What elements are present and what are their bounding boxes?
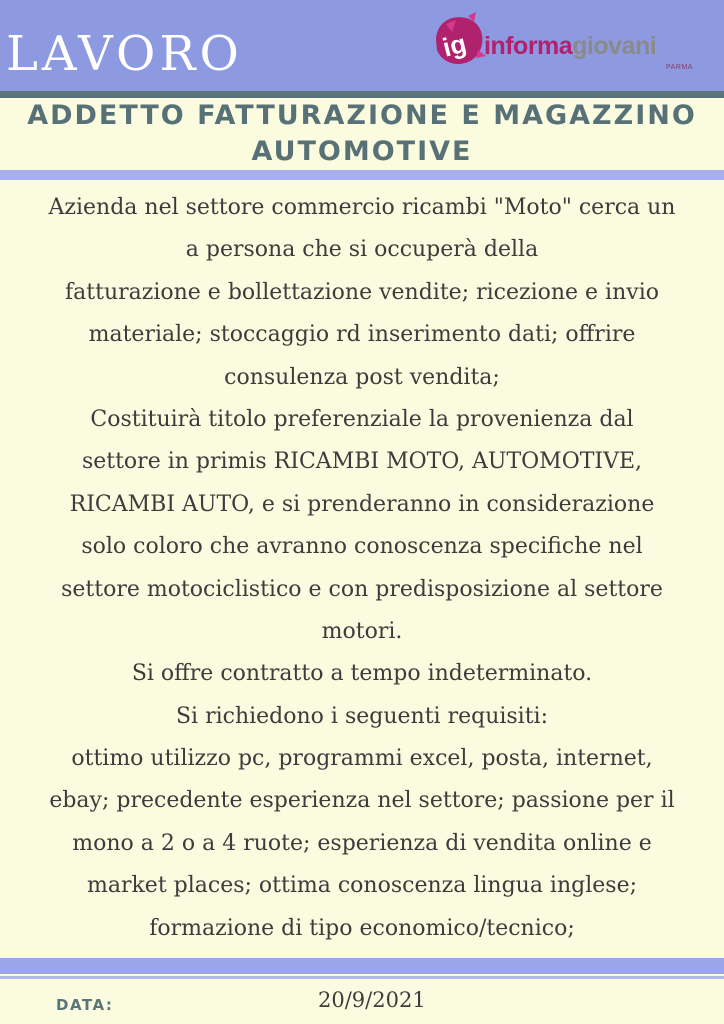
body-line: Si offre contratto a tempo indeterminato.: [131, 661, 593, 687]
logo-subtitle: PARMA: [666, 64, 693, 71]
body-line: mono a 2 o a 4 ruote; esperienza di vendita online e: [72, 830, 652, 856]
job-title-line-1: ADDETTO FATTURAZIONE E MAGAZZINO: [27, 100, 697, 131]
job-description: [0, 187, 724, 950]
date-label: DATA:: [56, 996, 114, 1014]
body-line: consulenza post vendita;: [224, 364, 500, 390]
body-line: Si richiedono i seguenti requisiti:: [175, 703, 549, 729]
body-line: settore in primis RICAMBI MOTO, AUTOMOTIVE,: [81, 449, 643, 475]
logo-mark-icon: [428, 10, 488, 72]
section-title: LAVORO: [6, 26, 243, 82]
informagiovani-logo: [428, 10, 718, 76]
body-line: a persona che si occuperà della: [185, 237, 539, 263]
job-title-line-2: AUTOMOTIVE: [251, 136, 473, 167]
body-line: fatturazione e bollettazione vendite; ricezione e invio: [65, 279, 659, 305]
body-line: ottimo utilizzo pc, programmi excel, posta, internet,: [71, 746, 653, 772]
body-line: motori.: [321, 618, 403, 644]
title-divider: [0, 170, 724, 180]
body-line: solo coloro che avranno conoscenza specifiche nel: [81, 534, 643, 560]
body-line: materiale; stoccaggio rd inserimento dati; offrire: [88, 322, 636, 348]
body-line: Costituirà titolo preferenziale la provenienza dal: [90, 406, 634, 432]
job-title: [0, 98, 724, 170]
body-line: RICAMBI AUTO, e si prenderanno in considerazione: [69, 491, 655, 517]
footer-divider-thin: [0, 976, 724, 979]
body-line: settore motociclistico e con predisposizione al settore: [61, 576, 663, 602]
footer-divider: [0, 958, 724, 974]
body-line: formazione di tipo economico/tecnico;: [149, 915, 575, 941]
logo-mark-letters: ig: [439, 28, 470, 63]
date-value: 20/9/2021: [318, 988, 426, 1012]
logo-wordmark: [484, 32, 656, 61]
body-line: Azienda nel settore commercio ricambi "Moto" cerca un: [48, 195, 676, 220]
header-banner: [0, 0, 724, 92]
logo-text-giovani: giovani: [572, 32, 657, 60]
logo-text-informa: informa: [484, 32, 573, 60]
body-line: ebay; precedente esperienza nel settore; passione per il: [49, 788, 675, 814]
header-divider: [0, 91, 724, 98]
body-line: market places; ottima conoscenza lingua inglese;: [86, 873, 638, 899]
